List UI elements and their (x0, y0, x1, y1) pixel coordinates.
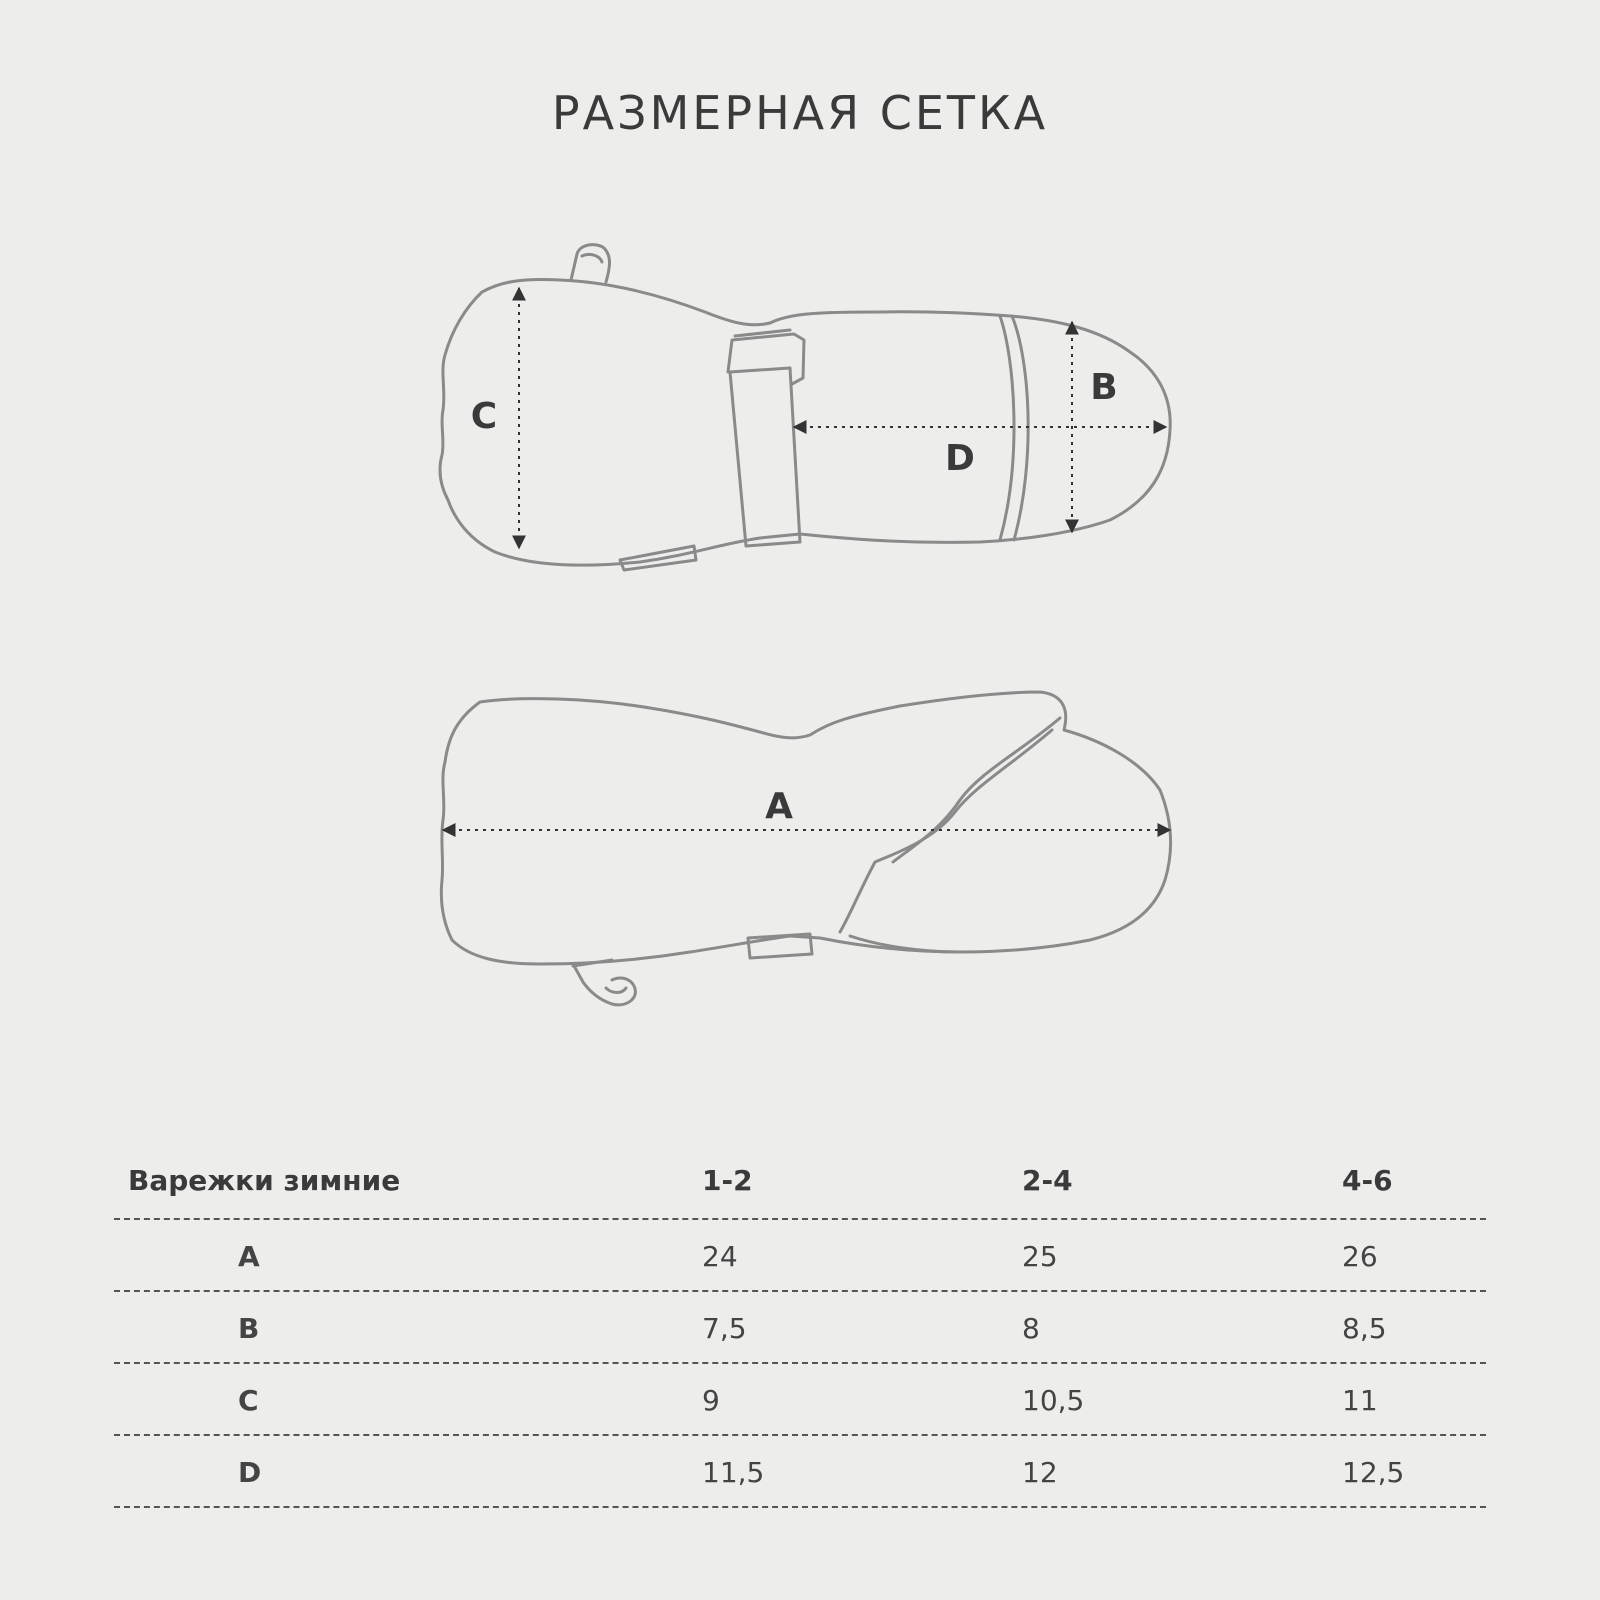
size-table-header (114, 1150, 1486, 1220)
row-value: 25 (1022, 1240, 1058, 1273)
row-value: 8,5 (1342, 1312, 1387, 1345)
mitten-bottom-outline (441, 692, 1170, 1005)
row-value: 7,5 (702, 1312, 747, 1345)
label-c: C (470, 396, 498, 437)
row-param: A (238, 1240, 260, 1273)
measure-lines-top (519, 288, 1166, 548)
row-value: 12 (1022, 1456, 1058, 1489)
page-title: РАЗМЕРНАЯ СЕТКА (551, 86, 1049, 140)
row-value: 8 (1022, 1312, 1040, 1345)
table-row (114, 1220, 1486, 1292)
table-row (114, 1292, 1486, 1364)
row-value: 11 (1342, 1384, 1378, 1417)
row-value: 9 (702, 1384, 720, 1417)
row-value: 10,5 (1022, 1384, 1085, 1417)
row-value: 24 (702, 1240, 738, 1273)
label-d: D (945, 438, 975, 479)
header-size-2: 2-4 (1022, 1164, 1073, 1197)
size-table (114, 1150, 1486, 1508)
header-product: Варежки зимние (128, 1164, 401, 1197)
label-a: A (765, 786, 793, 827)
table-row (114, 1436, 1486, 1508)
row-param: C (238, 1384, 259, 1417)
header-size-3: 4-6 (1342, 1164, 1393, 1197)
row-value: 12,5 (1342, 1456, 1405, 1489)
header-size-1: 1-2 (702, 1164, 753, 1197)
row-value: 26 (1342, 1240, 1378, 1273)
row-param: D (238, 1456, 262, 1489)
mitten-top-outline (440, 245, 1170, 570)
table-row (114, 1364, 1486, 1436)
row-value: 11,5 (702, 1456, 765, 1489)
row-param: B (238, 1312, 260, 1345)
label-b: B (1090, 367, 1118, 408)
